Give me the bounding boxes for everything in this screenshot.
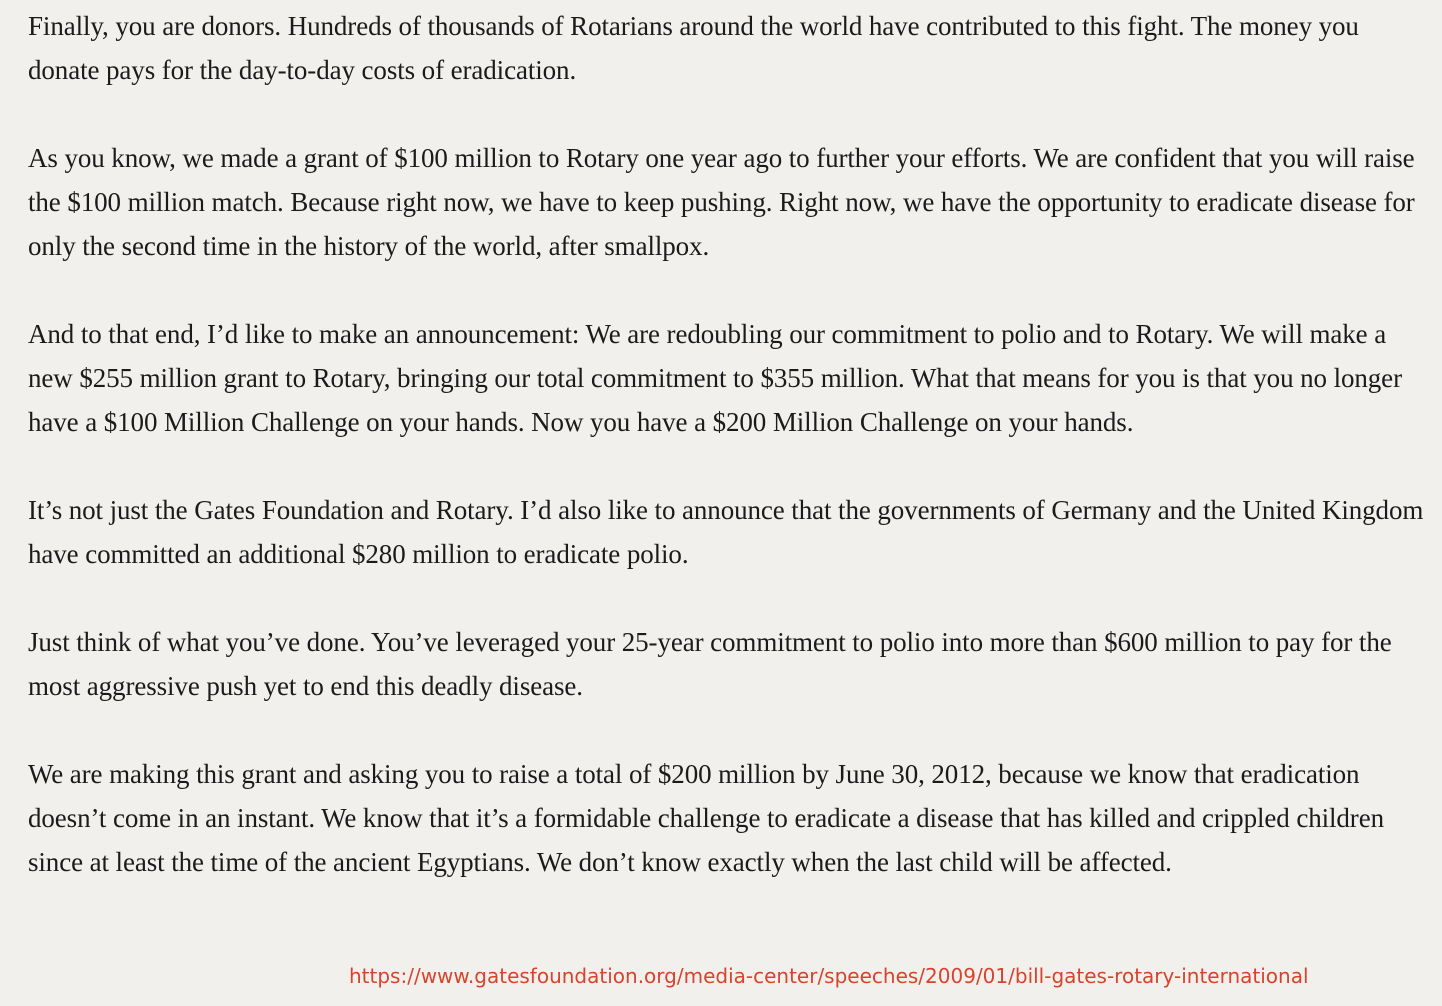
source-url-link[interactable]: https://www.gatesfoundation.org/media-center/speeches/2009/01/bill-gates-rotary-international — [349, 964, 1309, 988]
speech-excerpt — [28, 4, 1428, 884]
paragraph-grant: As you know, we made a grant of $100 million to Rotary one year ago to further your efforts. We are confident that you will raise the $100 million match. Because right now, we have to keep pushing. Right now, we have the opportunity to eradicate disease for only the second time in the history of the world, after smallpox. — [28, 143, 1415, 261]
paragraph-governments: It’s not just the Gates Foundation and Rotary. I’d also like to announce that the governments of Germany and the United Kingdom have committed an additional $280 million to eradicate polio. — [28, 495, 1424, 569]
paragraph-leverage: Just think of what you’ve done. You’ve leveraged your 25-year commitment to polio into more than $600 million to pay for the most aggressive push yet to end this deadly disease. — [28, 627, 1392, 701]
paragraph-announcement: And to that end, I’d like to make an announcement: We are redoubling our commitment to polio and to Rotary. We will make a new $255 million grant to Rotary, bringing our total commitment to $355 million. What that means for you is that you no longer have a $100 Million Challenge on your hands. Now you have a $200 Million Challenge on your hands. — [28, 319, 1402, 437]
paragraph-donors: Finally, you are donors. Hundreds of thousands of Rotarians around the world have contributed to this fight. The money you donate pays for the day-to-day costs of eradication. — [28, 11, 1359, 85]
paragraph-deadline: We are making this grant and asking you to raise a total of $200 million by June 30, 2012, because we know that eradication doesn’t come in an instant. We know that it’s a formidable challenge to eradicate a disease that has killed and crippled children since at least the time of the ancient Egyptians. We don’t know exactly when the last child will be affected. — [28, 759, 1384, 877]
